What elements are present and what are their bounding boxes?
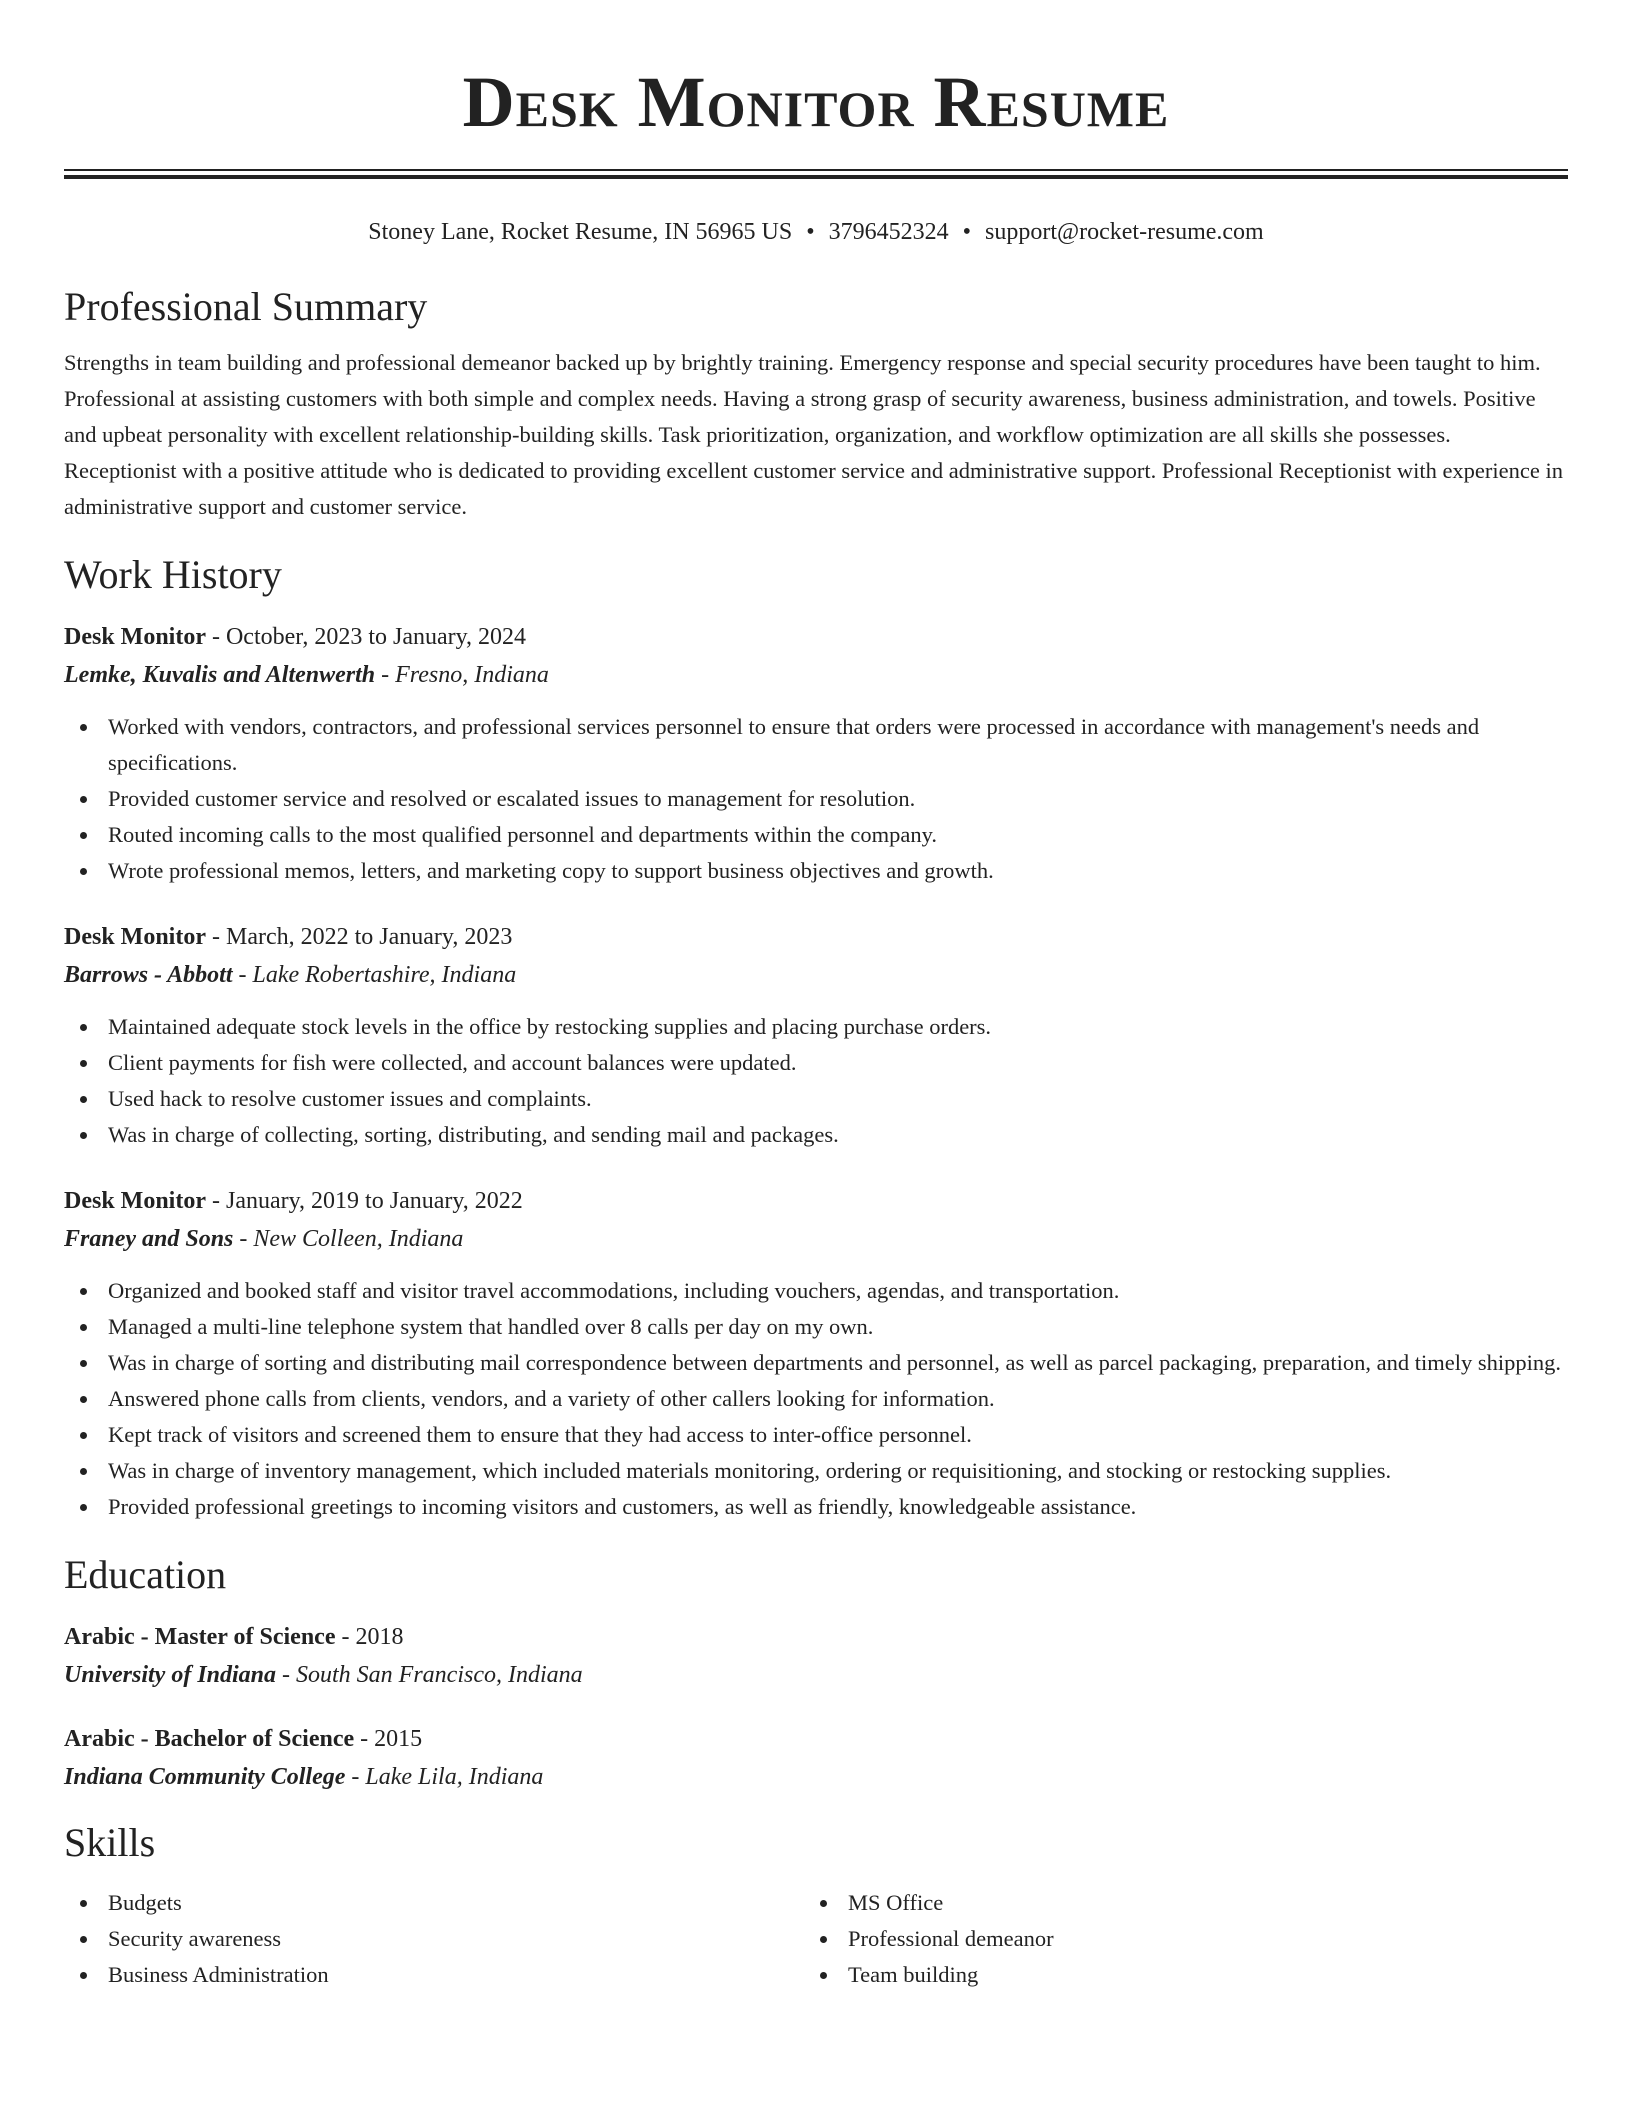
job-title-line (64, 1185, 1568, 1217)
skills-list-left (64, 1885, 804, 1993)
resume-page (64, 0, 1568, 1993)
job-company: Franey and Sons (64, 1226, 234, 1252)
skills-columns (64, 1885, 1568, 1993)
job-company-line (64, 1223, 1568, 1255)
skill-item: Professional demeanor (804, 1921, 1544, 1957)
skill-item: Team building (804, 1957, 1544, 1993)
degree: Arabic - Master of Science (64, 1624, 336, 1650)
school-line (64, 1659, 1568, 1691)
job-location: - Lake Robertashire, Indiana (232, 962, 517, 988)
list-item: Maintained adequate stock levels in the office by restocking supplies and placing purchase orders. (64, 1009, 1568, 1045)
contact-email: support@rocket-resume.com (985, 219, 1264, 245)
summary-heading: Professional Summary (64, 284, 428, 329)
education-heading: Education (64, 1552, 227, 1597)
summary-text: Strengths in team building and professional demeanor backed up by brightly training. Emergency response and special security procedures have been taught to him. Professional at assisting customers with both simple and complex needs. Having a strong grasp of security awareness, business administration, and towels. Positive and upbeat personality with excellent relationship-building skills. Task prioritization, organization, and workflow optimization are all skills she possesses. Receptionist with a positive attitude who is dedicated to providing excellent customer service and administrative support. Professional Receptionist with experience in administrative support and customer service. (64, 350, 1563, 519)
school-line (64, 1761, 1568, 1793)
contact-address: Stoney Lane, Rocket Resume, IN 56965 US (368, 219, 793, 245)
skills-heading: Skills (64, 1820, 156, 1865)
job-title: Desk Monitor (64, 924, 206, 950)
resume-title: Desk Monitor Resume (462, 62, 1170, 142)
list-item: Organized and booked staff and visitor travel accommodations, including vouchers, agendas, and transportation. (64, 1273, 1568, 1309)
work-history-heading: Work History (64, 552, 282, 597)
skills-list-right (804, 1885, 1544, 1993)
list-item: Was in charge of inventory management, which included materials monitoring, ordering or requisitioning, and stocking or restocking supplies. (64, 1453, 1568, 1489)
list-item: Was in charge of collecting, sorting, distributing, and sending mail and packages. (64, 1117, 1568, 1153)
degree-year: - 2018 (335, 1624, 404, 1650)
skill-item: MS Office (804, 1885, 1544, 1921)
job-bullet-list (64, 709, 1568, 889)
school-name: Indiana Community College (64, 1764, 346, 1790)
list-item: Used hack to resolve customer issues and complaints. (64, 1081, 1568, 1117)
list-item: Provided customer service and resolved or escalated issues to management for resolution. (64, 781, 1568, 817)
degree-line (64, 1621, 1568, 1653)
list-item: Provided professional greetings to incoming visitors and customers, as well as friendly, knowledgeable assistance. (64, 1489, 1568, 1525)
contact-separator: • (962, 219, 972, 245)
job-location: - Fresno, Indiana (375, 662, 549, 688)
job-title-line (64, 921, 1568, 953)
job-company-line (64, 959, 1568, 991)
skill-item: Security awareness (64, 1921, 804, 1957)
job-bullet-list (64, 1273, 1568, 1525)
job-company-line (64, 659, 1568, 691)
list-item: Worked with vendors, contractors, and professional services personnel to ensure that orders were processed in accordance with management's needs and specifications. (64, 709, 1568, 781)
school-name: University of Indiana (64, 1662, 277, 1688)
title-divider-thin (64, 169, 1568, 171)
job-title: Desk Monitor (64, 624, 206, 650)
contact-phone: 3796452324 (828, 219, 949, 245)
contact-line (64, 216, 1568, 248)
contact-separator: • (806, 219, 815, 245)
job-bullet-list (64, 1009, 1568, 1153)
list-item: Was in charge of sorting and distributing mail correspondence between departments and personnel, as well as parcel packaging, preparation, and timely shipping. (64, 1345, 1568, 1381)
skill-item: Business Administration (64, 1957, 804, 1993)
job-location: - New Colleen, Indiana (233, 1226, 464, 1252)
job-entry (64, 921, 1568, 1153)
degree-year: - 2015 (354, 1726, 423, 1752)
job-company: Lemke, Kuvalis and Altenwerth (64, 662, 376, 688)
title-divider-thick (64, 175, 1568, 179)
skill-item: Budgets (64, 1885, 804, 1921)
job-entry (64, 1185, 1568, 1525)
education-entry (64, 1621, 1568, 1691)
job-dates: - March, 2022 to January, 2023 (205, 924, 513, 950)
list-item: Answered phone calls from clients, vendors, and a variety of other callers looking for information. (64, 1381, 1568, 1417)
list-item: Client payments for fish were collected, and account balances were updated. (64, 1045, 1568, 1081)
degree: Arabic - Bachelor of Science (64, 1726, 355, 1752)
school-location: - Lake Lila, Indiana (345, 1764, 544, 1790)
job-company: Barrows - Abbott (64, 962, 233, 988)
education-entry (64, 1723, 1568, 1793)
job-title-line (64, 621, 1568, 653)
degree-line (64, 1723, 1568, 1755)
list-item: Routed incoming calls to the most qualified personnel and departments within the company. (64, 817, 1568, 853)
school-location: - South San Francisco, Indiana (276, 1662, 583, 1688)
job-dates: - January, 2019 to January, 2022 (205, 1188, 523, 1214)
job-entry (64, 621, 1568, 889)
job-dates: - October, 2023 to January, 2024 (205, 624, 527, 650)
list-item: Managed a multi-line telephone system that handled over 8 calls per day on my own. (64, 1309, 1568, 1345)
list-item: Kept track of visitors and screened them to ensure that they had access to inter-office personnel. (64, 1417, 1568, 1453)
job-title: Desk Monitor (64, 1188, 206, 1214)
list-item: Wrote professional memos, letters, and marketing copy to support business objectives and growth. (64, 853, 1568, 889)
